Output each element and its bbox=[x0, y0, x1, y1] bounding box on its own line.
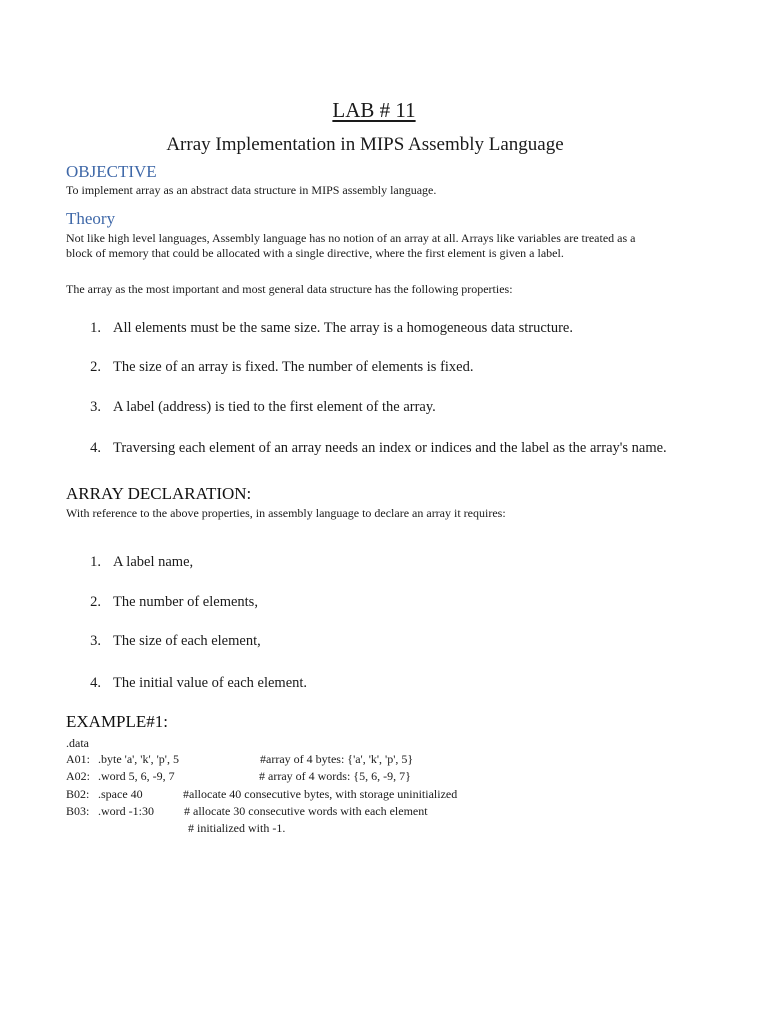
declaration-intro: With reference to the above properties, in assembly language to declare an array it requires: bbox=[66, 506, 506, 520]
code-instruction: .word 5, 6, -9, 7 bbox=[98, 769, 175, 783]
list-item-text: The size of an array is fixed. The number of elements is fixed. bbox=[113, 359, 474, 375]
list-item-text: All elements must be the same size. The array is a homogeneous data structure. bbox=[113, 320, 573, 336]
code-comment-continuation: # initialized with -1. bbox=[188, 821, 286, 835]
example-heading: EXAMPLE#1: bbox=[66, 712, 168, 731]
list-item-number: 1. bbox=[90, 554, 101, 570]
objective-heading: OBJECTIVE bbox=[66, 162, 157, 181]
code-instruction: .space 40 bbox=[98, 787, 143, 801]
list-item-text: A label name, bbox=[113, 554, 194, 570]
code-label: A02: bbox=[66, 769, 90, 783]
code-comment: # array of 4 words: {5, 6, -9, 7} bbox=[259, 769, 411, 783]
lab-title: LAB # 11 bbox=[332, 98, 416, 122]
list-item-text: A label (address) is tied to the first element of the array. bbox=[113, 399, 436, 415]
list-item-text: The number of elements, bbox=[113, 594, 258, 610]
code-label: B03: bbox=[66, 804, 90, 818]
theory-paragraph-line-1: Not like high level languages, Assembly language has no notion of an array at all. Arrays like variables are treated as a bbox=[66, 231, 636, 245]
list-item-text: The size of each element, bbox=[113, 633, 261, 649]
code-instruction: .word -1:30 bbox=[98, 804, 154, 818]
list-item-text: The initial value of each element. bbox=[113, 675, 308, 691]
code-comment: # allocate 30 consecutive words with each element bbox=[184, 804, 428, 818]
data-directive: .data bbox=[66, 736, 89, 750]
theory-paragraph-line-2: block of memory that could be allocated with a single directive, where the first element is given a label. bbox=[66, 246, 564, 260]
code-label: A01: bbox=[66, 752, 90, 766]
list-item-number: 3. bbox=[90, 399, 101, 415]
code-comment: #array of 4 bytes: {'a', 'k', 'p', 5} bbox=[260, 752, 414, 766]
list-item-number: 4. bbox=[90, 440, 101, 456]
objective-text: To implement array as an abstract data structure in MIPS assembly language. bbox=[66, 183, 437, 197]
list-item-number: 1. bbox=[90, 320, 101, 336]
code-instruction: .byte 'a', 'k', 'p', 5 bbox=[98, 752, 179, 766]
declaration-heading: ARRAY DECLARATION: bbox=[66, 484, 252, 503]
lab-subtitle: Array Implementation in MIPS Assembly Language bbox=[166, 134, 564, 155]
list-item-text: Traversing each element of an array needs an index or indices and the label as the array's name. bbox=[113, 440, 667, 456]
code-label: B02: bbox=[66, 787, 90, 801]
list-item-number: 2. bbox=[90, 594, 101, 610]
list-item-number: 4. bbox=[90, 675, 101, 691]
list-item-number: 3. bbox=[90, 633, 101, 649]
list-item-number: 2. bbox=[90, 359, 101, 375]
theory-properties-intro: The array as the most important and most general data structure has the following properties: bbox=[66, 282, 513, 296]
theory-heading: Theory bbox=[66, 209, 116, 228]
code-comment: #allocate 40 consecutive bytes, with storage uninitialized bbox=[183, 787, 458, 801]
